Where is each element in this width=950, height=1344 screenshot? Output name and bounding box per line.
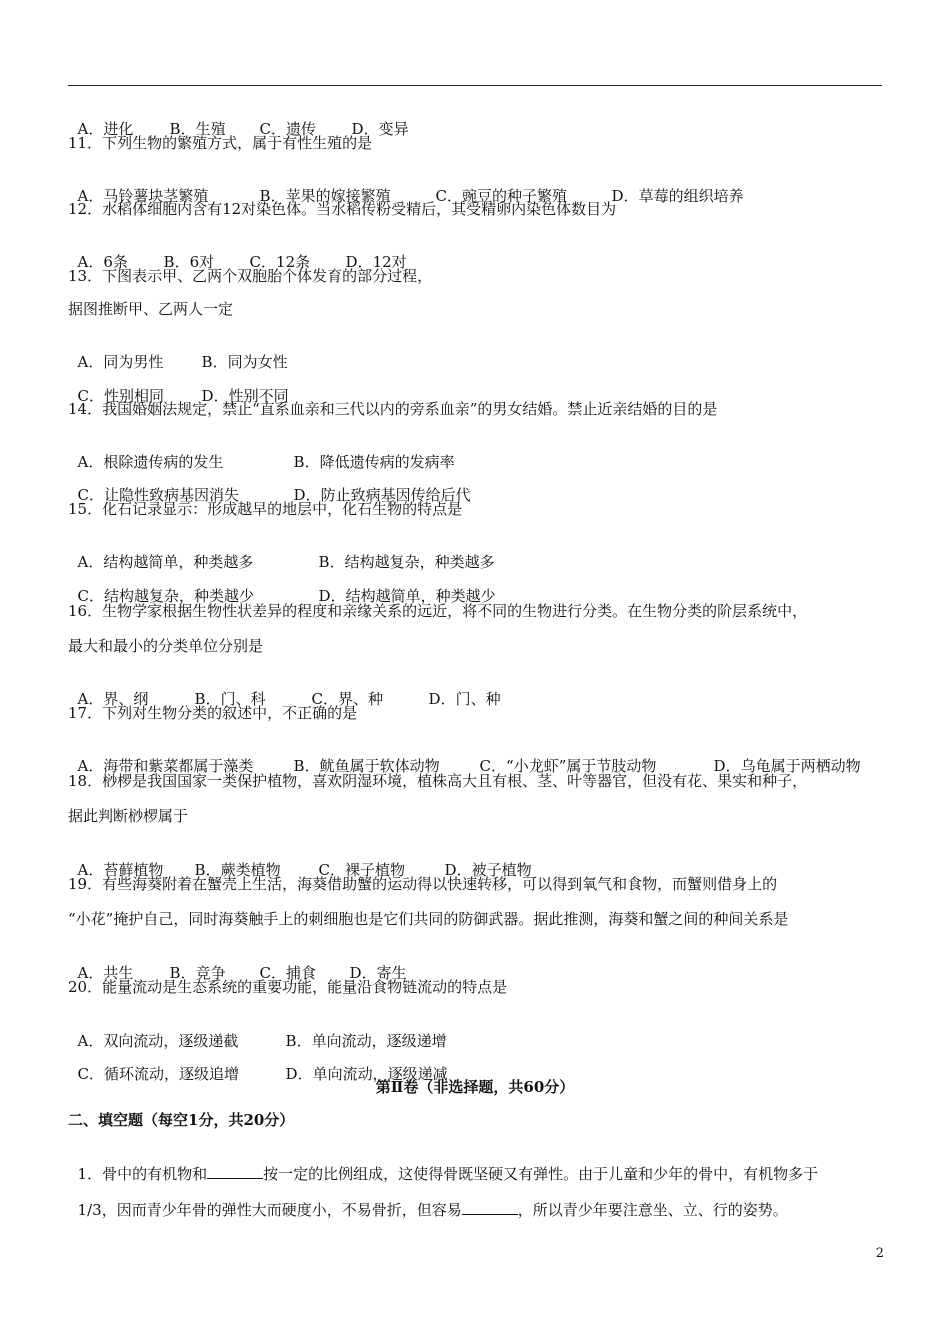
q12-stem: 12．水稻体细胞内含有12对染色体。当水稻传粉受精后，其受精卵内染色体数目为 [68,200,617,218]
q19-option-d[interactable]: D．寄生 [349,964,407,982]
q12-option-c[interactable]: C．12条 [249,253,311,271]
q18-stem-line2: 据此判断桫椤属于 [68,807,189,825]
q19-option-b[interactable]: B．竞争 [169,964,226,982]
q11-option-b[interactable]: B．苹果的嫁接繁殖 [259,187,391,205]
q17-option-c[interactable]: C．“小龙虾”属于节肢动物 [479,757,657,775]
q13-option-c[interactable]: C．性别相同 [77,387,165,405]
q16-option-c[interactable]: C．界、种 [311,690,384,708]
q13-option-b[interactable]: B．同为女性 [201,353,288,371]
q15-stem: 15．化石记录显示：形成越早的地层中，化石生物的特点是 [68,500,463,518]
q13-stem-line2: 据图推断甲、乙两人一定 [68,300,234,318]
q10-option-c[interactable]: C．遗传 [259,120,317,138]
header-rule [68,85,882,86]
q10-option-d[interactable]: D．变异 [351,120,409,138]
fill-q1-line2 [68,1180,788,1220]
q13-option-d[interactable]: D．性别不同 [201,387,289,405]
q11-option-c[interactable]: C．豌豆的种子繁殖 [435,187,568,205]
q20-stem: 20．能量流动是生态系统的重要功能，能量沿食物链流动的特点是 [68,978,508,996]
q16-option-a[interactable]: A．界、纲 [77,690,149,708]
q17-options [68,736,861,776]
fill-q1-line1 [68,1144,818,1184]
q18-option-d[interactable]: D．被子植物 [444,861,532,879]
q20-option-b[interactable]: B．单向流动，逐级递增 [285,1032,447,1050]
q19-stem-line1: 19．有些海葵附着在蟹壳上生活，海葵借助蟹的运动得以快速转移，可以得到氧气和食物，而蟹则借身上的 [68,875,778,893]
q16-stem-line1: 16．生物学家根据生物性状差异的程度和亲缘关系的远近，将不同的生物进行分类。在生物分类的阶层系统中， [68,602,808,620]
q10-option-b[interactable]: B．生殖 [169,120,226,138]
q13-option-a[interactable]: A．同为男性 [77,353,164,371]
q16-stem-line2: 最大和最小的分类单位分别是 [68,637,264,655]
fill-heading: 二、填空题（每空1分，共20分） [68,1111,295,1129]
q17-option-a[interactable]: A．海带和紫菜都属于藻类 [77,757,254,775]
fill-q1-blank-2[interactable] [462,1200,518,1215]
q20-option-c[interactable]: C．循环流动，逐级追增 [77,1065,240,1083]
q13-stem-line1: 13．下图表示甲、乙两个双胞胎个体发育的部分过程， [68,267,433,285]
q11-option-d[interactable]: D．草莓的组织培养 [611,187,744,205]
q20-option-d[interactable]: D．单向流动，逐级递减 [285,1065,448,1083]
q14-option-a[interactable]: A．根除遗传病的发生 [77,453,224,471]
q12-option-a[interactable]: A．6条 [77,253,128,271]
q16-option-d[interactable]: D．门、种 [428,690,501,708]
q16-option-b[interactable]: B．门、科 [194,690,266,708]
q18-option-a[interactable]: A．苔藓植物 [77,861,164,879]
q14-stem: 14．我国婚姻法规定，禁止“直系血亲和三代以内的旁系血亲”的男女结婚。禁止近亲结婚的目的是 [68,400,718,418]
q19-option-c[interactable]: C．捕食 [259,964,317,982]
q18-option-b[interactable]: B．蕨类植物 [194,861,281,879]
q18-stem-line1: 18．桫椤是我国国家一类保护植物，喜欢阴湿环境，植株高大且有根、茎、叶等器官，但没有花、果实和种子， [68,772,808,790]
fill-q1-text-1: 1．骨中的有机物和 [77,1165,208,1183]
q17-option-d[interactable]: D．乌龟属于两栖动物 [713,757,861,775]
page-number: 2 [875,1246,884,1261]
q15-option-b[interactable]: B．结构越复杂，种类越多 [318,553,495,571]
fill-q1-text-4: ，所以青少年要注意坐、立、行的姿势。 [517,1201,788,1219]
q17-option-b[interactable]: B．鱿鱼属于软体动物 [293,757,440,775]
q17-stem: 17．下列对生物分类的叙述中，不正确的是 [68,704,358,722]
q10-option-a[interactable]: A．进化 [77,120,134,138]
fill-q1-text-2: 按一定的比例组成，这使得骨既坚硬又有弹性。由于儿童和少年的骨中，有机物多于 [263,1165,819,1183]
fill-q1-blank-1[interactable] [207,1164,263,1179]
q15-option-a[interactable]: A．结构越简单，种类越多 [77,553,254,571]
q11-stem: 11．下列生物的繁殖方式，属于有性生殖的是 [68,134,373,152]
q12-option-b[interactable]: B．6对 [163,253,215,271]
q14-option-b[interactable]: B．降低遗传病的发病率 [293,453,455,471]
fill-q1-text-3: 1/3，因而青少年骨的弹性大而硬度小，不易骨折，但容易 [77,1201,462,1219]
q18-option-c[interactable]: C．裸子植物 [318,861,406,879]
q14-option-c[interactable]: C．让隐性致病基因消失 [77,486,240,504]
q20-option-a[interactable]: A．双向流动，逐级递截 [77,1032,239,1050]
q19-stem-line2: “小花”掩护自己，同时海葵触手上的刺细胞也是它们共同的防御武器。据此推测，海葵和蟹之间的种间关系是 [68,910,789,928]
q14-option-d[interactable]: D．防止致病基因传给后代 [293,486,471,504]
q15-option-c[interactable]: C．结构越复杂，种类越少 [77,587,255,605]
q15-options-row2 [68,566,496,606]
q12-option-d[interactable]: D．12对 [345,253,407,271]
q11-option-a[interactable]: A．马铃薯块茎繁殖 [77,187,209,205]
q19-option-a[interactable]: A．共生 [77,964,134,982]
q15-option-d[interactable]: D．结构越简单，种类越少 [318,587,496,605]
section2-title: 第Ⅱ卷（非选择题，共60分） [375,1078,575,1096]
